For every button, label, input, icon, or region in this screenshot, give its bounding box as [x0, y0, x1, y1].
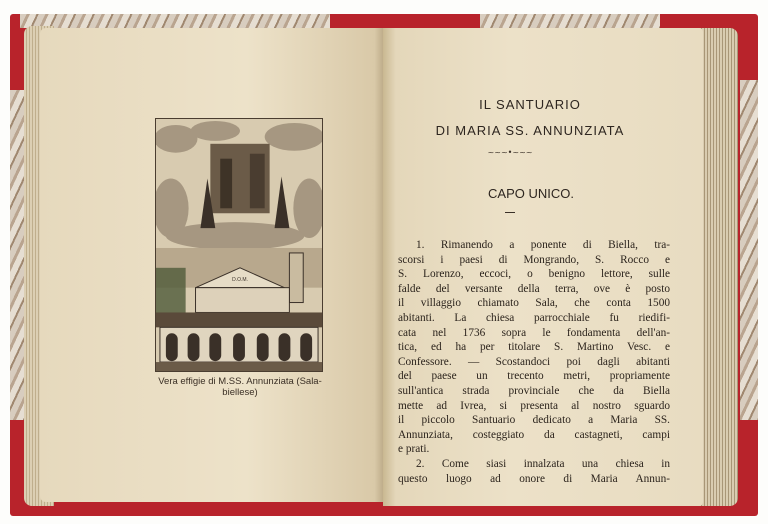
page-title-line2: DI MARIA SS. ANNUNZIATA: [435, 123, 625, 138]
marbled-edge-top-right: [480, 14, 660, 28]
text-line: cata nel 1736 sopra le fondamenta dell'an-: [398, 326, 670, 339]
text-line: il piccolo Santuario dedicato a Maria SS.: [398, 414, 670, 427]
body-text: [398, 238, 670, 486]
chapter-rule: [505, 212, 515, 213]
text-line: falde del versante della terra, ove è posto: [398, 282, 670, 295]
text-line: abitanti. La chiesa parrocchiale fu riedifi-: [398, 311, 670, 324]
text-line: scorsi i paesi di Mongrando, S. Rocco e: [398, 253, 670, 266]
text-line: e prati.: [398, 443, 430, 456]
ornament-divider: ~~~•~~~: [487, 148, 533, 157]
page-title-line1: IL SANTUARIO: [479, 97, 581, 112]
text-line: del paese un trecento metri, propriamente: [398, 370, 670, 383]
illustration-caption: Vera effigie di M.SS. Annunziata (Sala-biellese): [158, 376, 322, 398]
sanctuary-engraving: [155, 118, 323, 372]
text-line: questo luogo ad onore di Maria Annun-: [398, 472, 670, 485]
text-line: tica, ed ha per titolare S. Martino Vesc. e: [398, 341, 670, 354]
text-line: Confessore. — Scostandoci poi dagli abitanti: [398, 355, 670, 368]
marbled-edge-top-left: [20, 14, 330, 28]
text-line: sull'antica strada provinciale che da Biella: [398, 384, 670, 397]
text-line: mette ad Ivrea, si presenta al nostro sguardo: [398, 399, 670, 412]
text-line: il villaggio chiamato Sala, che conta 1500: [398, 297, 670, 310]
text-line: S. Lorenzo, eccoci, o benigno lettore, sulle: [398, 268, 670, 281]
text-line: 1. Rimanendo a ponente di Biella, tra-: [416, 239, 670, 251]
text-line: Annunziata, costeggiato da castagneti, campi: [398, 428, 670, 441]
pediment-inscription: D.O.M.: [232, 277, 248, 283]
text-line: 2. Come siasi innalzata una chiesa in: [416, 457, 670, 470]
marbled-edge-right: [740, 80, 758, 420]
chapter-heading: CAPO UNICO.: [488, 186, 574, 201]
